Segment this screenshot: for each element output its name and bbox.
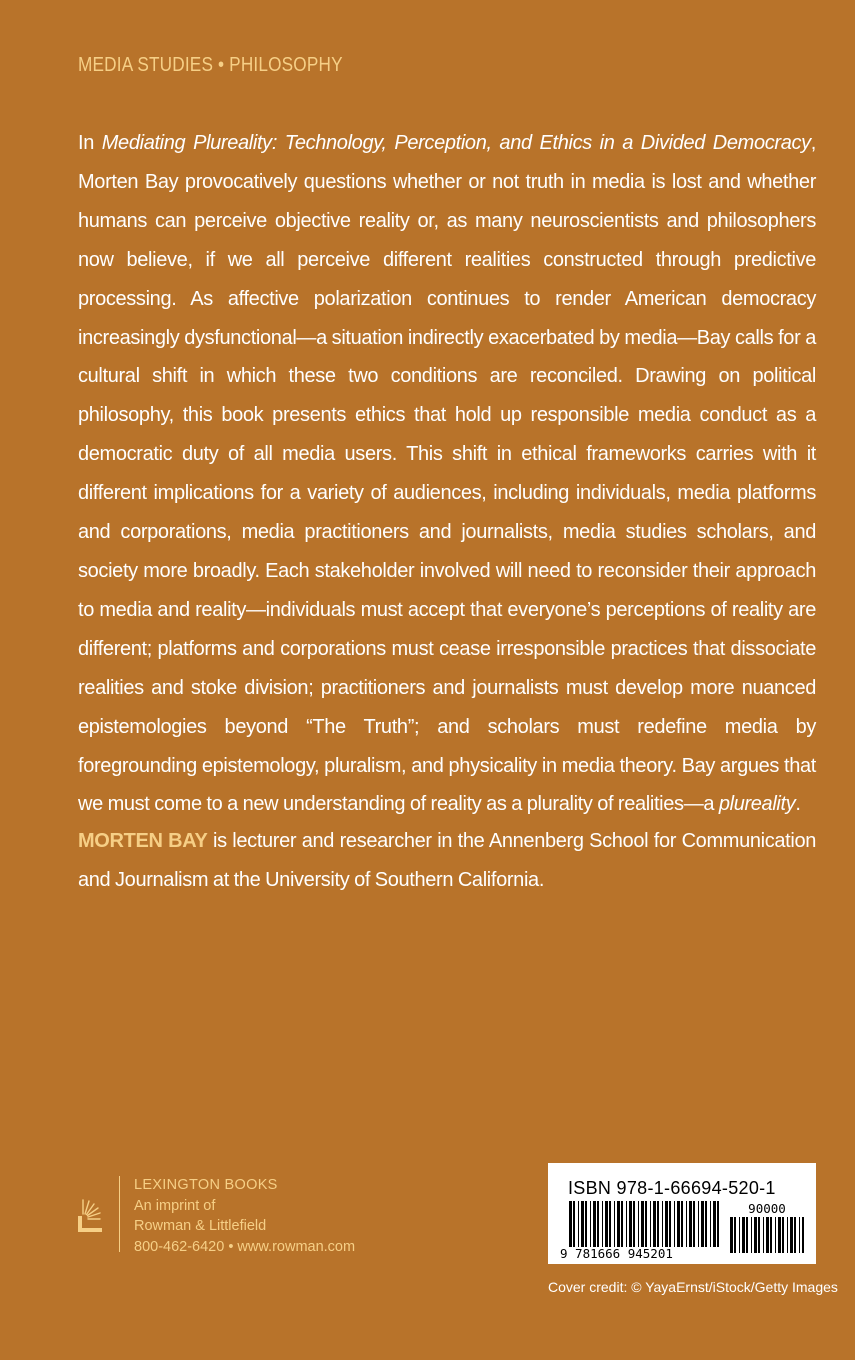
barcode-graphic (548, 1163, 816, 1264)
description-intro: In (78, 132, 102, 154)
isbn-barcode (548, 1163, 816, 1264)
ean-digits: 9 781666 945201 (560, 1246, 673, 1261)
book-description (78, 124, 816, 824)
publisher-parent: Rowman & Littlefield (134, 1218, 267, 1234)
category-label: MEDIA STUDIES • PHILOSOPHY (78, 54, 343, 76)
author-name: MORTEN BAY (78, 830, 208, 852)
lexington-logo-icon (78, 1196, 104, 1234)
closing-term: plureality (718, 793, 796, 816)
publisher-name: LEXINGTON BOOKS (134, 1177, 278, 1193)
description-body: , Morten Bay provocatively questions whether or not truth in media is lost and whether humans can perceive objective reality or, as many neuroscientists and philosophers now believe, if we all perceive different realities constructed through predictive processing. As affective polarization continues to render American democracy increasingly dysfunctional—a situation indirectly exacerbated by media—Bay calls for a cultural shift in which these two conditions are reconciled. Drawing on political philosophy, this book presents ethics that hold up responsible media conduct as a democratic duty of all media users. This shift in ethical frameworks carries with it different implications for a variety of audiences, including individuals, media platforms and corporations, media practitioners and journalists, media studies scholars, and society more broadly. Each stakeholder involved will need to reconsider their approach to media and reality—individuals must accept that everyone’s perceptions of reality are different; platforms and corporations must cease irresponsible practices that dissociate realities and stoke division; practitioners and journalists must develop more nuanced epistemologies beyond “The Truth”; and scholars must redefine media by foregrounding epistemology, pluralism, and physicality in media theory. Bay argues that we must come to a new understanding of reality as a plurality of realities—a (78, 132, 816, 816)
publisher-info (134, 1175, 355, 1257)
isbn-label: ISBN 978-1-66694-520-1 (568, 1178, 776, 1198)
cover-credit: Cover credit: © YayaErnst/iStock/Getty Images (548, 1279, 838, 1295)
publisher-divider (119, 1176, 120, 1252)
ean-bars (569, 1201, 719, 1247)
publisher-contact: 800-462-6420 • www.rowman.com (134, 1238, 356, 1255)
addon-bars (730, 1217, 804, 1253)
author-bio (78, 822, 816, 900)
addon-digits: 90000 (748, 1201, 786, 1216)
publisher-imprint-line: An imprint of (134, 1197, 216, 1214)
author-bio-text: is lecturer and researcher in the Annenberg School for Communication and Journalism at the University of Southern California. (78, 830, 816, 891)
book-title: Mediating Plureality: Technology, Perception, and Ethics in a Divided Democracy (101, 132, 811, 154)
description-end: . (795, 793, 801, 816)
